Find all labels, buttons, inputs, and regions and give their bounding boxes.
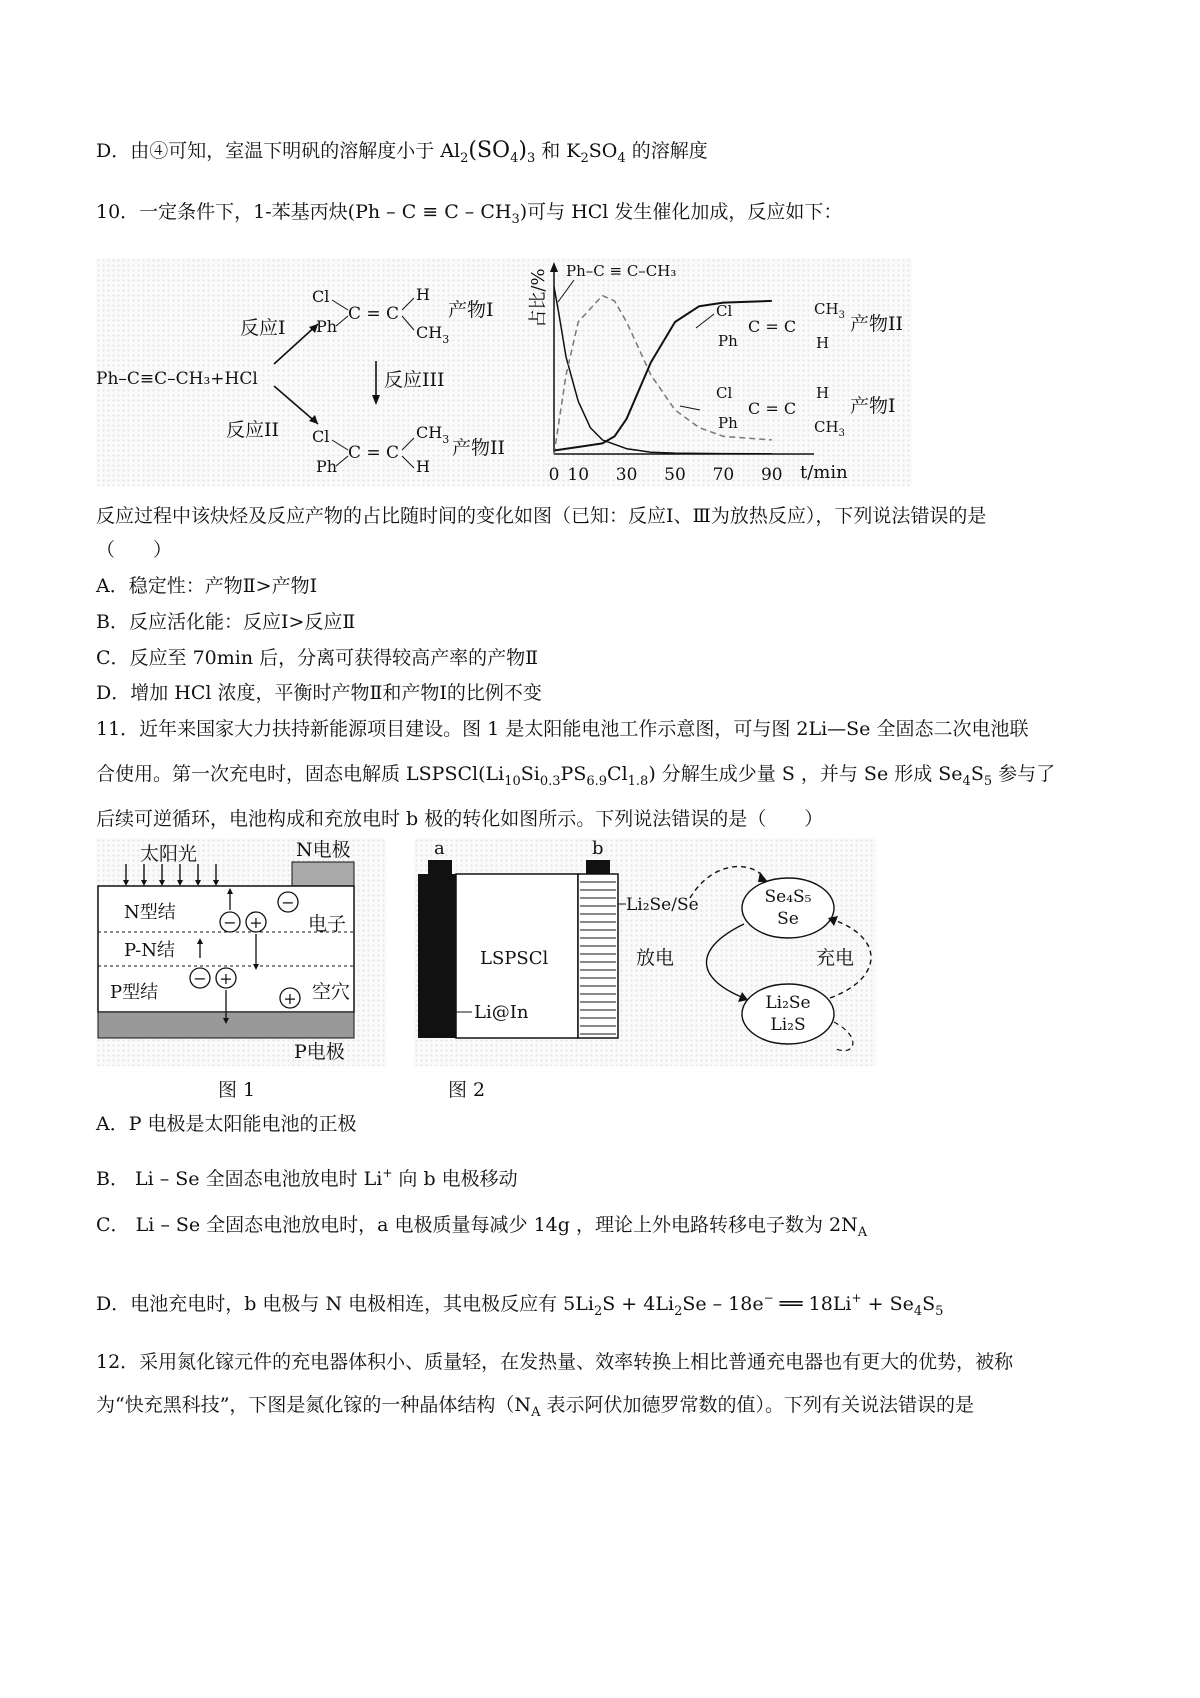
svg-text:C = C: C = C	[348, 443, 400, 463]
legend-product1	[680, 384, 896, 439]
q12-stem-line2: 为“快充黑科技”，下图是氮化镓的一种晶体结构（$N_A$ 表示阿伏加德罗常数的值）。下列有关说法错误的是	[96, 1394, 974, 1420]
q10-stem: 10．一定条件下，1-苯基丙炔$(Ph - C \equiv C - CH_3)$可与 HCl 发生催化加成，反应如下：	[96, 201, 843, 227]
product1-label: 产物I	[448, 299, 494, 321]
q10-figure-svg	[96, 258, 912, 486]
q11-figure2	[414, 838, 876, 1066]
fig1-caption: 图 1	[218, 1079, 256, 1101]
electron-label: 电子	[308, 913, 347, 935]
terminal-a-label: a	[434, 838, 445, 859]
reaction2-label: 反应II	[226, 419, 280, 441]
q10-blank: （ ）	[96, 539, 173, 561]
q11-stem-line1: 11．近年来国家大力扶持新能源项目建设。图 1 是太阳能电池工作示意图，可与图 2Li—Se 全固态二次电池联	[96, 718, 1029, 740]
svg-text:Ph: Ph	[316, 317, 338, 336]
svg-text:−: −	[193, 969, 207, 988]
q10-option-c: C．反应至 70min 后，分离可获得较高产率的产物Ⅱ	[96, 647, 539, 669]
fig1-svg	[96, 838, 386, 1066]
cathode-layer	[578, 874, 618, 1038]
x-tick-label: 0	[548, 465, 560, 485]
q11-option-c: C． Li – Se 全固态电池放电时，a 电极质量每减少 14g ，理论上外电路转移电子数为 $2N_A$	[96, 1214, 868, 1240]
svg-text:+: +	[283, 989, 297, 1008]
cathode-label: Li₂Se/Se	[626, 895, 699, 915]
product2-label: 产物II	[452, 437, 506, 459]
q10-chart	[528, 262, 903, 485]
q11-option-a: A．P 电极是太阳能电池的正极	[96, 1113, 357, 1135]
x-tick-label: 10	[567, 465, 590, 485]
svg-text:H: H	[816, 384, 830, 402]
q10-option-a: A．稳定性：产物Ⅱ>产物Ⅰ	[96, 575, 318, 597]
x-tick-label: 70	[712, 465, 735, 485]
discharge-label: 放电	[636, 947, 675, 969]
q10-option-b: B．反应活化能：反应Ⅰ>反应Ⅱ	[96, 611, 356, 633]
q11-option-b: B． Li – Se 全固态电池放电时 Li+ 向 b 电极移动	[96, 1166, 518, 1190]
reaction1-label: 反应I	[240, 317, 286, 339]
q11-stem-line3: 后续可逆循环，电池构成和充放电时 b 极的转化如图所示。下列说法错误的是（ ）	[96, 808, 824, 830]
arrow-reaction2	[274, 386, 318, 424]
discharge-arrow	[707, 924, 745, 998]
svg-text:+: +	[219, 969, 233, 988]
x-ticks	[549, 465, 783, 485]
svg-text:Ph: Ph	[718, 414, 738, 432]
svg-text:CH3: $CH_3$	[814, 300, 845, 321]
electrolyte-label: LSPSCl	[480, 948, 549, 969]
reactant-series-label: Ph–C ≡ C–CH₃	[566, 262, 677, 280]
svg-text:Cl: Cl	[312, 427, 330, 446]
svg-text:C = C: C = C	[348, 304, 400, 324]
svg-text:−: −	[223, 913, 237, 932]
series-line-1	[554, 296, 772, 454]
hole-label: 空穴	[312, 981, 351, 1003]
product2-structure	[312, 423, 505, 476]
svg-text:H: H	[816, 334, 830, 352]
svg-text:Cl: Cl	[716, 384, 733, 402]
fig2-caption: 图 2	[448, 1079, 486, 1101]
reactant-label: Ph–C≡C–CH₃+HCl	[96, 369, 258, 389]
svg-text:CH3: $CH_3$	[416, 423, 450, 446]
product1-structure	[312, 285, 494, 346]
q10-stem2: 反应过程中该炔烃及反应产物的占比随时间的变化如图（已知：反应Ⅰ、Ⅲ为放热反应），下列说法错误的是	[96, 505, 987, 527]
svg-text:Li₂S: Li₂S	[770, 1015, 806, 1035]
svg-text:H: H	[416, 457, 430, 476]
svg-text:C = C: C = C	[748, 399, 797, 418]
svg-text:H: H	[416, 285, 430, 304]
svg-text:CH3: $CH_3$	[416, 323, 450, 346]
x-tick-label: 30	[615, 465, 638, 485]
anode-layer	[418, 874, 456, 1038]
svg-text:Li₂Se: Li₂Se	[765, 993, 811, 1013]
q11-stem-line2: 合使用。第一次充电时，固态电解质 $LSPSCl(Li_{10}Si_{0.3}PS_{6.9}Cl_{1.8})$ 分解生成少量 S ，并与 Se 形成 $Se_4S_5$ 参与了	[96, 763, 1056, 789]
anode-label: Li@In	[474, 1002, 529, 1023]
p-junction-label: P型结	[110, 982, 159, 1003]
x-tick-label: 50	[664, 465, 686, 485]
svg-text:+: +	[249, 913, 263, 932]
n-electrode	[292, 862, 354, 886]
y-axis-label: 占比/%	[528, 268, 549, 328]
svg-text:Ph: Ph	[316, 457, 338, 476]
q12-stem-line1: 12．采用氮化镓元件的充电器体积小、质量轻，在发热量、效率转换上相比普通充电器也有更大的优势，被称	[96, 1351, 1014, 1373]
sunlight-label: 太阳光	[140, 843, 198, 865]
svg-text:CH3: $CH_3$	[814, 418, 845, 439]
svg-text:Ph: Ph	[718, 332, 738, 350]
q9-option-d: D．由④可知，室温下明矾的溶解度小于 $Al_2(SO_4)_3$ 和 $K_2SO_4$ 的溶解度	[96, 138, 708, 166]
q11-option-d: D．电池充电时，b 电极与 N 电极相连，其电极反应有 $5Li_2S + 4Li_2Se - 18e^-$ ══ $18Li^+ + Se_4S_5$	[96, 1291, 944, 1319]
chart-series	[554, 287, 772, 454]
pn-junction-label: P-N结	[124, 940, 175, 961]
svg-text:Se₄S₅: Se₄S₅	[764, 887, 812, 907]
svg-text:Se: Se	[777, 909, 799, 929]
charge-label: 充电	[816, 947, 855, 969]
n-electrode-label: N电极	[296, 839, 351, 861]
series-line-0	[554, 287, 772, 454]
terminal-b-label: b	[592, 838, 604, 859]
x-tick-label: 90	[760, 465, 783, 485]
q10-figure	[96, 258, 912, 486]
fig2-svg	[414, 838, 876, 1066]
svg-text:C = C: C = C	[748, 317, 797, 336]
q10-option-d: D．增加 HCl 浓度，平衡时产物Ⅱ和产物Ⅰ的比例不变	[96, 682, 542, 704]
svg-text:Cl: Cl	[312, 287, 330, 306]
x-axis-label: t/min	[800, 462, 848, 483]
reaction3-label: 反应III	[384, 369, 445, 391]
n-junction-label: N型结	[124, 902, 176, 923]
svg-text:−: −	[281, 893, 295, 912]
svg-text:Cl: Cl	[716, 302, 733, 320]
svg-text:产物I: 产物I	[850, 395, 896, 417]
legend-product2	[696, 300, 903, 352]
q11-figure1	[96, 838, 386, 1066]
sunlight-arrows	[126, 864, 216, 884]
series-line-2	[554, 301, 772, 451]
p-electrode-label: P电极	[294, 1041, 345, 1063]
svg-text:产物II: 产物II	[850, 313, 904, 335]
